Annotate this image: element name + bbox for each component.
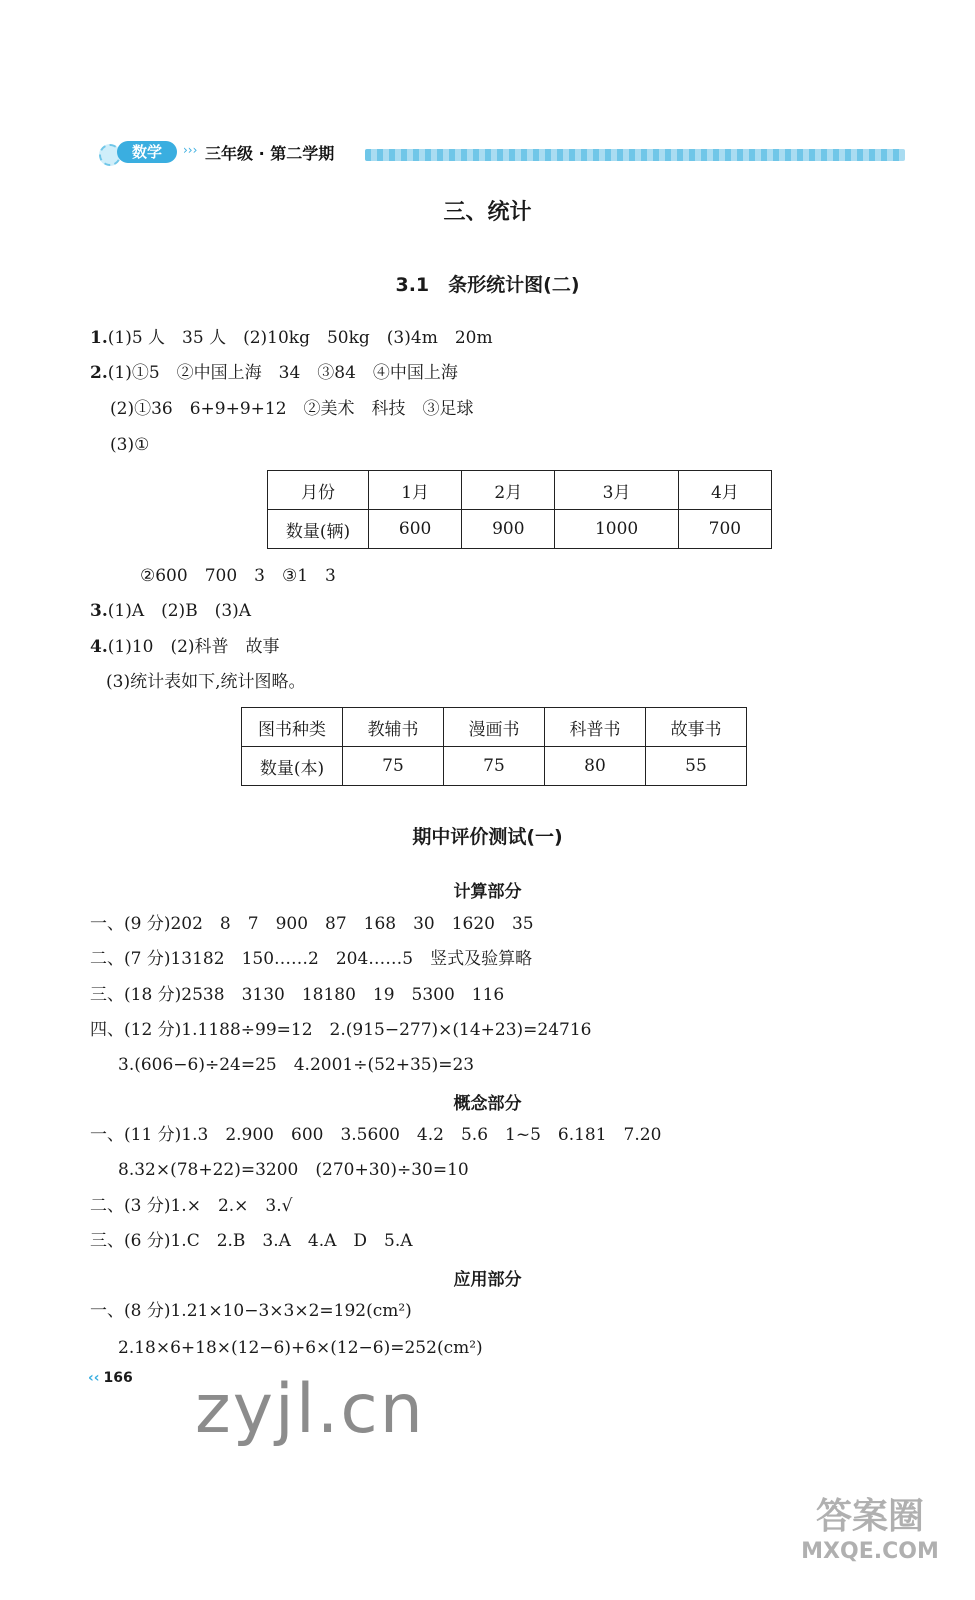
table-cell: 故事书 bbox=[646, 708, 747, 747]
table-cell: 教辅书 bbox=[343, 708, 444, 747]
table-cell: 75 bbox=[444, 747, 545, 786]
subject-label: 数学 bbox=[117, 141, 177, 163]
table-cell: 数量(辆) bbox=[268, 510, 369, 549]
concept-line-1: 一、(11 分)1.3 2.900 600 3.5600 4.2 5.6 1~5 6.181 7.20 bbox=[90, 1125, 662, 1145]
answer-line-6: 3.(1)A (2)B (3)A bbox=[90, 601, 252, 621]
table-cell: 月份 bbox=[268, 471, 369, 510]
section-title: 3.1 条形统计图(二) bbox=[395, 274, 580, 296]
table-cell: 4月 bbox=[678, 471, 771, 510]
chevron-left-icon: ‹‹ bbox=[88, 1370, 100, 1386]
table-cell: 900 bbox=[462, 510, 555, 549]
table-cell: 漫画书 bbox=[444, 708, 545, 747]
table-cell: 75 bbox=[343, 747, 444, 786]
corner-watermark-title: 答案圈 bbox=[815, 1496, 924, 1537]
answer-line-4: (3)① bbox=[110, 435, 150, 455]
answer-line-5: ②600 700 3 ③1 3 bbox=[140, 566, 336, 586]
table-cell: 3月 bbox=[555, 471, 678, 510]
concept-section-title: 概念部分 bbox=[453, 1094, 522, 1114]
table-cell: 80 bbox=[545, 747, 646, 786]
watermark-text: zyjl.cn bbox=[195, 1370, 425, 1449]
chevron-right-icon: ››› bbox=[183, 143, 198, 157]
answer-line-1: 1.(1)5 人 35 人 (2)10kg 50kg (3)4m 20m bbox=[90, 328, 493, 348]
corner-watermark bbox=[790, 1488, 950, 1564]
concept-line-3: 二、(3 分)1.× 2.× 3.√ bbox=[90, 1196, 293, 1216]
table-row bbox=[242, 708, 747, 747]
concept-line-4: 三、(6 分)1.C 2.B 3.A 4.A D 5.A bbox=[90, 1231, 413, 1251]
page-number: ‹‹ 166 bbox=[88, 1370, 133, 1386]
apply-line-2: 2.18×6+18×(12−6)+6×(12−6)=252(cm²) bbox=[118, 1338, 483, 1358]
table-row bbox=[268, 510, 772, 549]
table-cell: 图书种类 bbox=[242, 708, 343, 747]
calc-line-4: 四、(12 分)1.1188÷99=12 2.(915−277)×(14+23)=24716 bbox=[90, 1020, 592, 1040]
corner-watermark-url: MXQE.COM bbox=[801, 1539, 939, 1564]
table-book-types bbox=[241, 707, 747, 786]
table-cell: 数量(本) bbox=[242, 747, 343, 786]
table-row bbox=[242, 747, 747, 786]
answer-line-7: 4.(1)10 (2)科普 故事 bbox=[90, 637, 280, 657]
table-row bbox=[268, 471, 772, 510]
calc-line-5: 3.(606−6)÷24=25 4.2001÷(52+35)=23 bbox=[118, 1055, 475, 1075]
grade-label: 三年级 · 第二学期 bbox=[205, 144, 335, 163]
table-cell: 1000 bbox=[555, 510, 678, 549]
table-cell: 700 bbox=[678, 510, 771, 549]
table-monthly-quantity bbox=[267, 470, 772, 549]
answer-line-3: (2)①36 6+9+9+12 ②美术 科技 ③足球 bbox=[110, 399, 474, 419]
calc-line-2: 二、(7 分)13182 150……2 204……5 竖式及验算略 bbox=[90, 949, 533, 969]
concept-line-2: 8.32×(78+22)=3200 (270+30)÷30=10 bbox=[118, 1160, 469, 1180]
chapter-title: 三、统计 bbox=[443, 200, 532, 225]
header-stripe bbox=[365, 149, 905, 161]
table-cell: 2月 bbox=[462, 471, 555, 510]
calc-section-title: 计算部分 bbox=[453, 882, 522, 902]
calc-line-3: 三、(18 分)2538 3130 18180 19 5300 116 bbox=[90, 985, 505, 1005]
answer-line-2: 2.(1)①5 ②中国上海 34 ③84 ④中国上海 bbox=[90, 363, 458, 383]
apply-section-title: 应用部分 bbox=[453, 1270, 522, 1290]
table-cell: 1月 bbox=[369, 471, 462, 510]
apply-line-1: 一、(8 分)1.21×10−3×3×2=192(cm²) bbox=[90, 1301, 412, 1321]
table-cell: 600 bbox=[369, 510, 462, 549]
header-bar bbox=[95, 140, 905, 166]
midterm-title: 期中评价测试(一) bbox=[412, 826, 563, 848]
calc-line-1: 一、(9 分)202 8 7 900 87 168 30 1620 35 bbox=[90, 914, 534, 934]
answer-line-8: (3)统计表如下,统计图略。 bbox=[106, 672, 306, 692]
table-cell: 55 bbox=[646, 747, 747, 786]
table-cell: 科普书 bbox=[545, 708, 646, 747]
